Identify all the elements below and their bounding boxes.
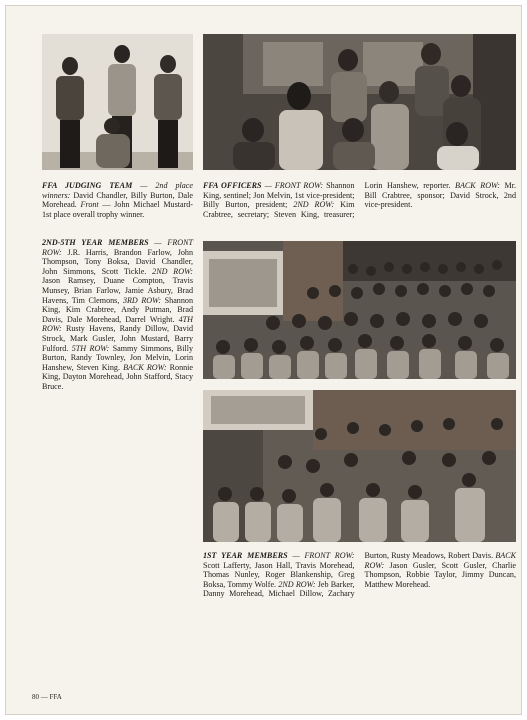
caption-names: Mr. Bill Crabtree, sponsor; David Strock, 2nd vice-president.	[364, 181, 516, 210]
judging-team-caption	[42, 181, 193, 219]
first-year-heading: 1ST YEAR MEMBERS	[203, 551, 288, 560]
caption-names: Shannon King, sentinel; Jon Melvin, 1st vice-president; Billy Burton, president;	[203, 181, 355, 210]
caption-label: BACK ROW:	[364, 551, 516, 570]
caption-separator: —	[261, 181, 275, 190]
caption-label: FRONT ROW:	[42, 238, 194, 257]
members-group-figures	[203, 241, 516, 379]
caption-label: BACK ROW:	[123, 362, 167, 372]
caption-label: 3RD ROW:	[122, 295, 162, 305]
members-photo	[203, 241, 516, 379]
officers-heading: FFA OFFICERS	[203, 181, 262, 190]
members-heading: 2ND-5TH YEAR MEMBERS	[42, 238, 149, 247]
caption-label: 2ND ROW:	[278, 579, 316, 589]
caption-names: Sammy Simmons, Billy Burton, Randy Townley, Jon Melvin, Lorin Hanshew, Steven King.	[42, 343, 193, 372]
caption-label: FRONT ROW:	[274, 181, 324, 190]
yearbook-page	[5, 5, 522, 715]
caption-separator: —	[148, 238, 168, 247]
caption-names: Jeb Barker, Danny Morehead, Michael Dillow, Zachary Burton, Rusty Meadows, Robert Davis.	[203, 551, 496, 599]
first-year-photo	[203, 390, 516, 542]
caption-label: 2ND ROW:	[293, 200, 335, 210]
caption-label: 5TH ROW:	[71, 343, 110, 353]
members-caption	[42, 238, 193, 392]
caption-label: 2nd place winners:	[42, 181, 193, 200]
caption-separator: —	[132, 181, 156, 190]
caption-label: Front	[80, 200, 99, 210]
caption-names: Jason Ramsey, Duane Compton, Travis Munsey, Brian Farlow, Jamie Asbury, Brad Havens, Tim Clemons,	[42, 276, 193, 305]
judging-team-photo	[42, 34, 193, 170]
caption-names: Scott Lafferty, Jason Hall, Travis Morehead, Thomas Nunley, Roger Blankenship, Greg Boksa, Tommy Wolfe.	[203, 560, 355, 589]
caption-names: Jason Gusler, Scott Gusler, Charlie Thompson, Robbie Taylor, Jimmy Duncan, Matthew Morehead.	[364, 560, 516, 589]
page-folio: 80 — FFA	[32, 693, 62, 701]
officers-caption	[203, 181, 516, 219]
judging-team-heading: FFA JUDGING TEAM	[42, 181, 133, 190]
officers-figures	[203, 34, 516, 170]
caption-label: 2ND ROW:	[152, 266, 194, 276]
caption-names: Kim Crabtree, secretary; Steven King, treasurer; Lorin Hanshew, reporter.	[203, 181, 455, 219]
caption-label: FRONT ROW:	[304, 551, 355, 560]
judging-team-figures	[42, 34, 193, 170]
caption-names: Ronnie King, Dayton Morehead, John Stafford, Stacy Bruce.	[42, 362, 193, 391]
caption-names: Shannon King, Kim Crabtree, Andy Putman, Brad Davis, Dale Morehead, Darrel Wright.	[42, 295, 193, 324]
first-year-group-figures	[203, 390, 516, 542]
caption-names: Rusty Havens, Randy Dillow, David Strock, Mark Gusler, John Mustard, Barry Fulford.	[42, 324, 193, 353]
caption-names: David Chandler, Billy Burton, Dale Morehead.	[42, 190, 193, 210]
caption-names: J.R. Harris, Brandon Farlow, John Thompson, Tony Boksa, David Chandler, John Simmons, Scott Tickle.	[42, 247, 193, 276]
first-year-caption	[203, 551, 516, 599]
caption-label: BACK ROW:	[455, 181, 500, 190]
officers-photo	[203, 34, 516, 170]
caption-label: 4TH ROW:	[42, 314, 193, 334]
caption-separator: —	[287, 551, 305, 560]
caption-names: — John Michael Mustard-1st place overall trophy winner.	[42, 200, 194, 219]
